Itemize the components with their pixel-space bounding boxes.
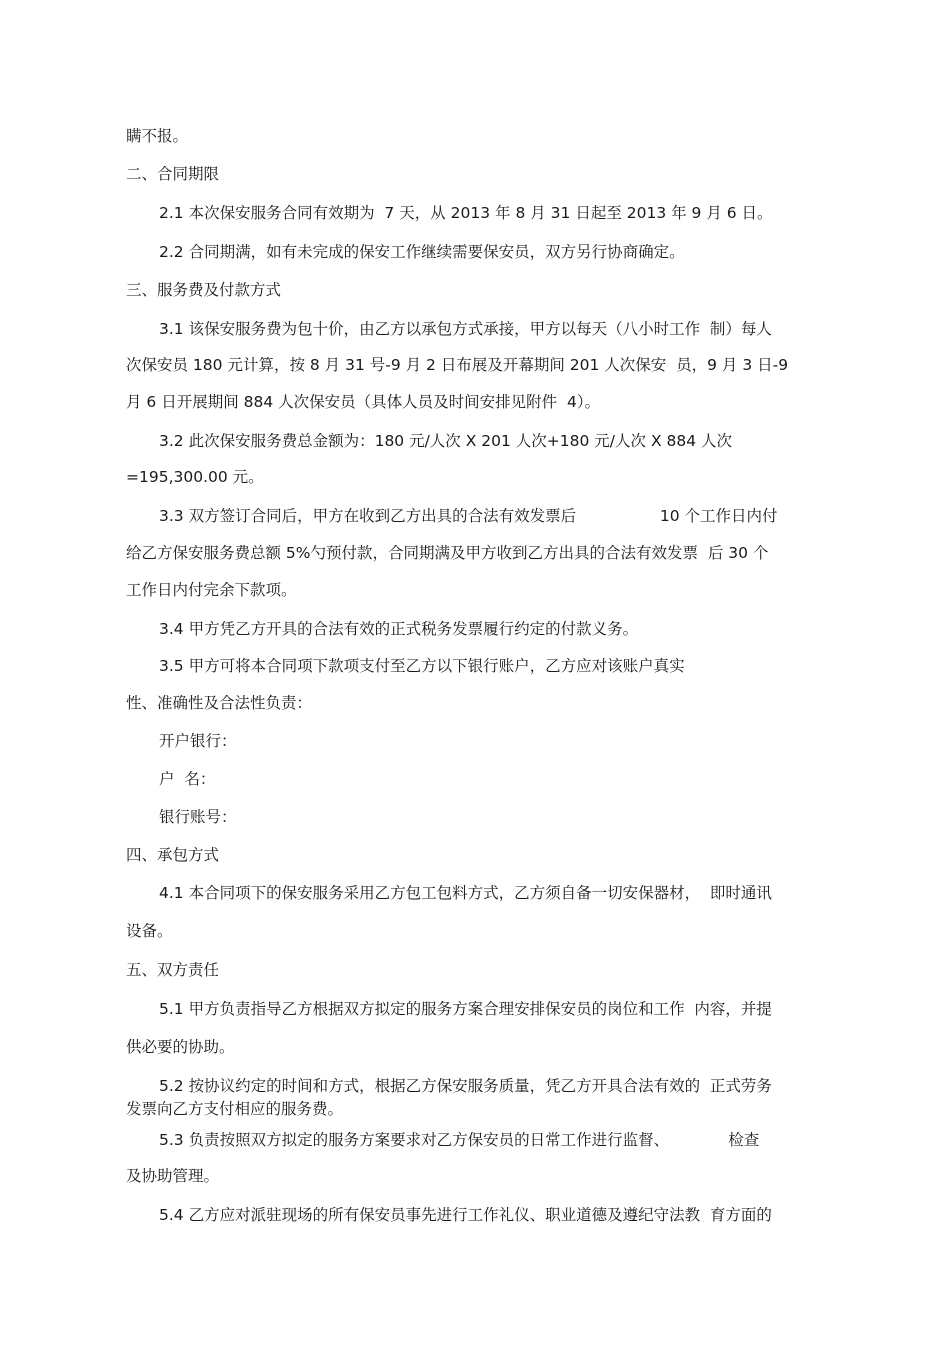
text-line: 性、准确性及合法性负责： <box>126 694 313 712</box>
section-heading: 五、双方责任 <box>126 961 220 979</box>
clause-5-3: 5.3 负责按照双方拟定的服务方案要求对乙方保安员的日常工作进行监督、 检查 <box>159 1131 760 1149</box>
account-number-label: 银行账号： <box>159 808 237 826</box>
clause-3-5: 3.5 甲方可将本合同项下款项支付至乙方以下银行账户，乙方应对该账户真实 <box>159 657 685 675</box>
clause-3-2: 3.2 此次保安服务费总金额为：180 元/人次 X 201 人次+180 元/人次 X 884 人次 <box>159 432 733 450</box>
text-line: 月 6 日开展期间 884 人次保安员（具体人员及时间安排见附件 4）。 <box>126 393 601 411</box>
text-line: 工作日内付完余下款项。 <box>126 581 297 599</box>
section-heading: 三、服务费及付款方式 <box>126 281 282 299</box>
text-line: 供必要的协助。 <box>126 1038 235 1056</box>
clause-3-4: 3.4 甲方凭乙方开具的合法有效的正式税务发票履行约定的付款义务。 <box>159 620 639 638</box>
text-line: 设备。 <box>126 922 173 940</box>
section-heading: 二、合同期限 <box>126 165 220 183</box>
text-line: 次保安员 180 元计算，按 8 月 31 号-9 月 2 日布展及开幕期间 201 人次保安 员，9 月 3 日-9 <box>126 356 789 374</box>
clause-5-1: 5.1 甲方负责指导乙方根据双方拟定的服务方案合理安排保安员的岗位和工作 内容，并提 <box>159 1000 772 1018</box>
clause-5-2: 5.2 按协议约定的时间和方式，根据乙方保安服务质量，凭乙方开具合法有效的 正式劳务 <box>159 1077 772 1095</box>
clause-2-1: 2.1 本次保安服务合同有效期为 7 天，从 2013 年 8 月 31 日起至 2013 年 9 月 6 日。 <box>159 204 773 222</box>
text-line: =195,300.00 元。 <box>126 468 264 486</box>
text-line: 及协助管理。 <box>126 1167 220 1185</box>
clause-5-4: 5.4 乙方应对派驻现场的所有保安员事先进行工作礼仪、职业道德及遵纪守法教 育方面的 <box>159 1206 772 1224</box>
clause-2-2: 2.2 合同期满，如有未完成的保安工作继续需要保安员，双方另行协商确定。 <box>159 243 685 261</box>
text-line: 发票向乙方支付相应的服务费。 <box>126 1100 344 1118</box>
clause-3-3: 3.3 双方签订合同后，甲方在收到乙方出具的合法有效发票后 10 个工作日内付 <box>159 507 778 525</box>
account-holder-label: 户 名： <box>159 770 216 788</box>
clause-3-1: 3.1 该保安服务费为包十价，由乙方以承包方式承接，甲方以每天（八小时工作 制）每人 <box>159 320 772 338</box>
bank-name-label: 开户银行： <box>159 732 237 750</box>
clause-4-1: 4.1 本合同项下的保安服务采用乙方包工包料方式，乙方须自备一切安保器材， 即时通讯 <box>159 884 772 902</box>
text-line: 瞒不报。 <box>126 127 189 145</box>
text-line: 给乙方保安服务费总额 5%勺预付款，合同期满及甲方收到乙方出具的合法有效发票 后 30 个 <box>126 544 769 562</box>
section-heading: 四、承包方式 <box>126 846 220 864</box>
